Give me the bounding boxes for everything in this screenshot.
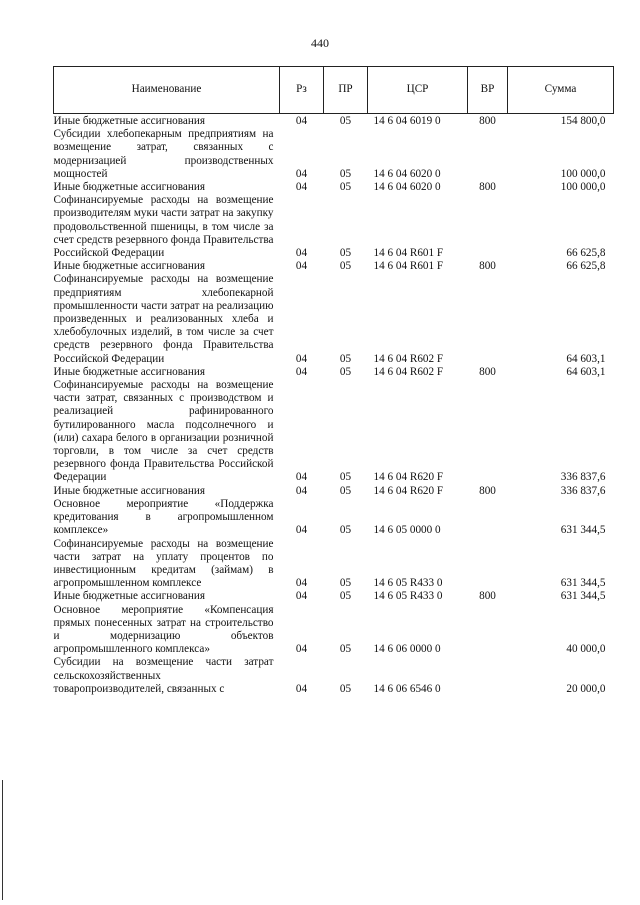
row-csr: 14 6 04 6020 0	[373, 167, 441, 180]
row-rz: 04	[295, 167, 308, 180]
row-vr: 800	[479, 260, 496, 273]
table-row	[54, 498, 614, 538]
row-vr	[468, 498, 508, 538]
row-name: Иные бюджетные ассигнования	[53, 484, 205, 497]
row-pr: 05	[339, 115, 352, 127]
table-body	[54, 114, 614, 696]
row-name: Основное мероприятие «Поддержка кредитования в агропромышленном комплексе»	[53, 497, 274, 537]
row-name: Иные бюджетные ассигнования	[53, 115, 205, 127]
table-row	[54, 590, 614, 603]
row-name: Основное мероприятие «Компенсация прямых понесенных затрат на строительство и модернизацию объектов агропромышленного комплекса»	[53, 603, 274, 656]
row-name: Субсидии на возмещение части затрат сельскохозяйственных товаропроизводителей, связанных с	[53, 656, 274, 695]
table-row	[54, 379, 614, 485]
row-name: Иные бюджетные ассигнования	[53, 181, 205, 194]
row-pr: 05	[339, 682, 352, 695]
row-rz: 04	[295, 643, 308, 656]
row-sum: 631 344,5	[560, 577, 606, 590]
row-pr: 05	[339, 167, 352, 180]
row-pr: 05	[339, 577, 352, 590]
row-vr	[468, 194, 508, 260]
row-pr: 05	[339, 524, 352, 537]
row-sum: 100 000,0	[560, 167, 606, 180]
row-sum: 66 625,8	[566, 260, 606, 273]
row-csr: 14 6 06 6546 0	[373, 682, 441, 695]
row-rz: 04	[295, 352, 308, 365]
table-row	[54, 604, 614, 657]
header-sum: Сумма	[508, 67, 614, 114]
row-name: Софинансируемые расходы на возмещение предприятиям хлебопекарной промышленности части затрат на реализацию произведенных и реализованных хлеба и хлебобулочных изделий, в том числе за счет средств резервного фонда Правительства Российской Федерации	[53, 273, 274, 365]
table-row	[54, 366, 614, 379]
page-number: 440	[311, 36, 329, 50]
table-header	[54, 67, 614, 114]
table-row	[54, 114, 614, 129]
row-name: Иные бюджетные ассигнования	[53, 590, 205, 603]
table-row	[54, 656, 614, 696]
row-csr: 14 6 04 R620 F	[373, 484, 444, 497]
row-vr	[468, 128, 508, 181]
header-name: Наименование	[54, 67, 280, 114]
row-csr: 14 6 04 6019 0	[373, 115, 441, 127]
row-vr: 800	[479, 365, 496, 378]
table-row	[54, 273, 614, 365]
row-vr: 800	[479, 484, 496, 497]
row-csr: 14 6 05 0000 0	[373, 524, 441, 537]
row-name: Иные бюджетные ассигнования	[53, 260, 205, 273]
row-rz: 04	[295, 247, 308, 260]
row-sum: 336 837,6	[560, 471, 606, 484]
row-name: Софинансируемые расходы на возмещение производителям муки части затрат на закупку продовольственной пшеницы, в том числе за счет средств резервного фонда Правительства Российской Федерации	[53, 194, 274, 260]
row-sum: 20 000,0	[566, 682, 606, 695]
row-pr: 05	[339, 590, 352, 603]
row-pr: 05	[339, 247, 352, 260]
row-rz: 04	[295, 590, 308, 603]
row-sum: 64 603,1	[566, 352, 606, 365]
row-rz: 04	[295, 682, 308, 695]
table-row	[54, 181, 614, 194]
row-pr: 05	[339, 643, 352, 656]
left-margin-line	[2, 780, 3, 900]
budget-table	[53, 66, 614, 696]
row-vr	[468, 538, 508, 591]
table-row	[54, 194, 614, 260]
row-pr: 05	[339, 352, 352, 365]
row-csr: 14 6 04 R601 F	[373, 260, 444, 273]
row-rz: 04	[295, 524, 308, 537]
row-sum: 631 344,5	[560, 524, 606, 537]
row-sum: 40 000,0	[566, 643, 606, 656]
row-pr: 05	[339, 471, 352, 484]
row-sum: 66 625,8	[566, 247, 606, 260]
row-rz: 04	[295, 484, 308, 497]
header-csr: ЦСР	[368, 67, 468, 114]
row-rz: 04	[295, 181, 308, 194]
row-csr: 14 6 04 R620 F	[373, 471, 444, 484]
row-vr	[468, 379, 508, 485]
row-pr: 05	[339, 365, 352, 378]
row-vr: 800	[479, 115, 496, 127]
row-name: Софинансируемые расходы на возмещение части затрат на уплату процентов по инвестиционным кредитам (займам) в агропромышленном комплексе	[53, 537, 274, 590]
table-row	[54, 128, 614, 181]
table-row	[54, 538, 614, 591]
header-rz: Рз	[280, 67, 324, 114]
row-sum: 631 344,5	[560, 590, 606, 603]
row-vr: 800	[479, 181, 496, 194]
row-vr	[468, 273, 508, 365]
row-rz: 04	[295, 260, 308, 273]
table-row	[54, 260, 614, 273]
row-csr: 14 6 05 R433 0	[373, 577, 443, 590]
row-pr: 05	[339, 181, 352, 194]
row-vr: 800	[479, 590, 496, 603]
row-pr: 05	[339, 260, 352, 273]
row-sum: 100 000,0	[560, 181, 606, 194]
row-csr: 14 6 04 R601 F	[373, 247, 444, 260]
row-csr: 14 6 04 6020 0	[373, 181, 441, 194]
row-pr: 05	[339, 484, 352, 497]
row-rz: 04	[295, 365, 308, 378]
header-vr: ВР	[468, 67, 508, 114]
row-vr	[468, 604, 508, 657]
table-row	[54, 485, 614, 498]
row-csr: 14 6 06 0000 0	[373, 643, 441, 656]
header-pr: ПР	[324, 67, 368, 114]
row-csr: 14 6 04 R602 F	[373, 352, 444, 365]
row-name: Субсидии хлебопекарным предприятиям на возмещение затрат, связанных с модернизацией производственных мощностей	[53, 128, 274, 180]
row-rz: 04	[295, 471, 308, 484]
row-name: Софинансируемые расходы на возмещение части затрат, связанных с производством и реализацией рафинированного бутилированного масла подсолнечного и (или) сахара белого в организации розничной торговли, в том числе за счет средств резервного фонда Правительства Российской Федерации	[53, 379, 274, 484]
row-csr: 14 6 05 R433 0	[373, 590, 443, 603]
row-sum: 64 603,1	[566, 365, 606, 378]
row-csr: 14 6 04 R602 F	[373, 365, 444, 378]
row-rz: 04	[295, 577, 308, 590]
row-vr	[468, 656, 508, 696]
row-name: Иные бюджетные ассигнования	[53, 365, 205, 378]
row-rz: 04	[295, 115, 308, 127]
row-sum: 154 800,0	[560, 115, 606, 127]
row-sum: 336 837,6	[560, 484, 606, 497]
